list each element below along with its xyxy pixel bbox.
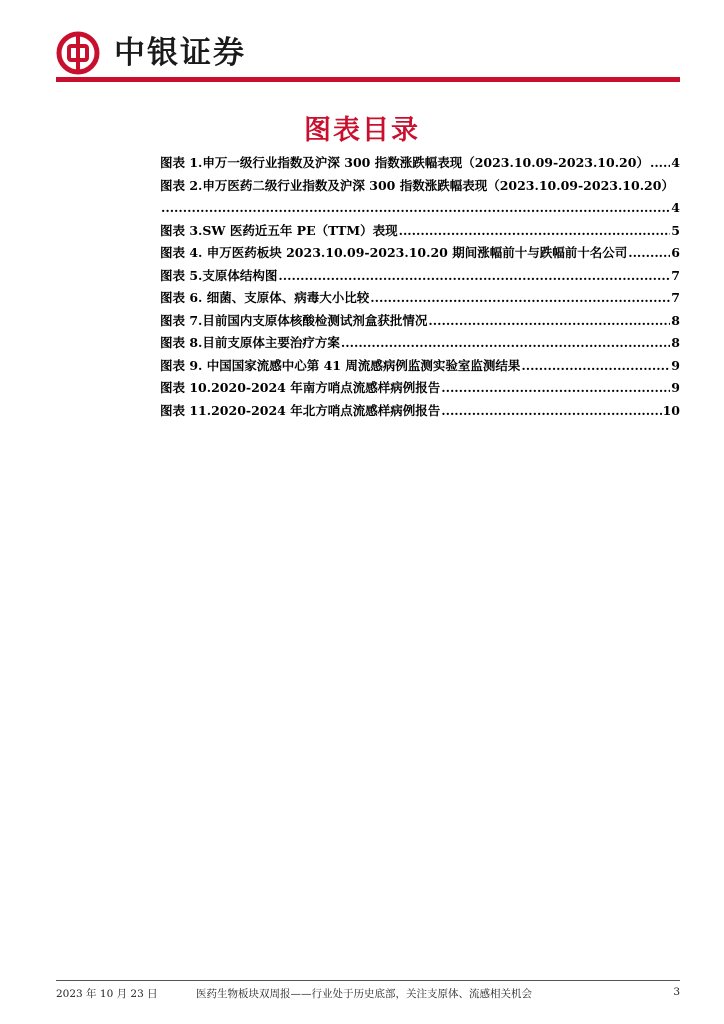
toc-item-label: 图表 9. 中国国家流感中心第 41 周流感病例监测实验室监测结果 <box>160 357 521 373</box>
toc-item-8[interactable] <box>160 332 680 355</box>
page-footer <box>56 986 680 1001</box>
toc-leader-dots <box>628 242 670 265</box>
toc-item-7[interactable] <box>160 310 680 333</box>
toc-item-6[interactable] <box>160 287 680 310</box>
page-header <box>56 30 246 76</box>
footer-divider <box>56 980 680 981</box>
toc-item-page: 8 <box>671 335 680 350</box>
toc-item-label: 图表 4. 申万医药板块 2023.10.09-2023.10.20 期间涨幅前十与跌幅前十名公司 <box>160 245 628 260</box>
toc-leader-dots <box>341 332 670 355</box>
toc-item-1[interactable] <box>160 152 680 175</box>
toc-item-page: 7 <box>671 290 680 305</box>
toc-leader-dots <box>441 400 661 423</box>
toc-item-4[interactable] <box>160 242 680 265</box>
toc-item-9[interactable] <box>160 355 680 378</box>
toc-leader-dots <box>161 197 670 220</box>
brand-name: 中银证券 <box>114 35 246 71</box>
toc-item-page: 6 <box>671 245 680 260</box>
toc-leader-dots <box>650 152 670 175</box>
toc-leader-dots <box>370 287 670 310</box>
toc-item-page: 10 <box>662 402 680 418</box>
toc-leader-dots <box>441 377 670 400</box>
toc-item-page: 9 <box>671 380 680 395</box>
toc-item-page: 8 <box>671 312 680 328</box>
toc-item-label: 图表 5.支原体结构图 <box>160 267 278 283</box>
toc-leader-dots <box>399 220 671 243</box>
toc-item-5[interactable] <box>160 265 680 288</box>
toc-item-3[interactable] <box>160 220 680 243</box>
toc-title: 图表目录 <box>304 115 420 146</box>
toc-item-label: 图表 10.2020-2024 年南方哨点流感样病例报告 <box>160 380 441 395</box>
toc-leader-dots <box>278 265 670 288</box>
toc-item-label: 图表 8.目前支原体主要治疗方案 <box>160 335 340 350</box>
toc-item-page: 5 <box>671 222 680 238</box>
toc-item-11[interactable] <box>160 400 680 423</box>
toc-item-label: 图表 11.2020-2024 年北方哨点流感样病例报告 <box>160 402 441 418</box>
toc-list <box>160 152 680 422</box>
toc-item-10[interactable] <box>160 377 680 400</box>
toc-item-label: 图表 7.目前国内支原体核酸检测试剂盒获批情况 <box>160 312 428 328</box>
header-divider <box>56 77 680 82</box>
footer-date: 2023 年 10 月 23 日 <box>56 988 158 1000</box>
toc-item-label: 图表 2.申万医药二级行业指数及沪深 300 指数涨跌幅表现（2023.10.09-2023.10.20） <box>160 177 674 193</box>
toc-item-label: 图表 6. 细菌、支原体、病毒大小比较 <box>160 290 370 305</box>
toc-item-page: 4 <box>671 155 680 170</box>
toc-item-label: 图表 1.申万一级行业指数及沪深 300 指数涨跌幅表现（2023.10.09-2023.10.20） <box>160 155 649 170</box>
toc-item-2[interactable] <box>160 175 680 220</box>
footer-page-number: 3 <box>673 986 680 998</box>
toc-item-page: 9 <box>671 357 680 373</box>
bank-of-china-logo-icon <box>56 31 100 75</box>
toc-item-page: 7 <box>671 267 680 283</box>
toc-item-page: 4 <box>671 200 680 215</box>
footer-report-title: 医药生物板块双周报——行业处于历史底部，关注支原体、流感相关机会 <box>196 988 532 1000</box>
toc-leader-dots <box>428 310 670 333</box>
toc-leader-dots <box>521 355 670 378</box>
toc-item-label: 图表 3.SW 医药近五年 PE（TTM）表现 <box>160 222 398 238</box>
